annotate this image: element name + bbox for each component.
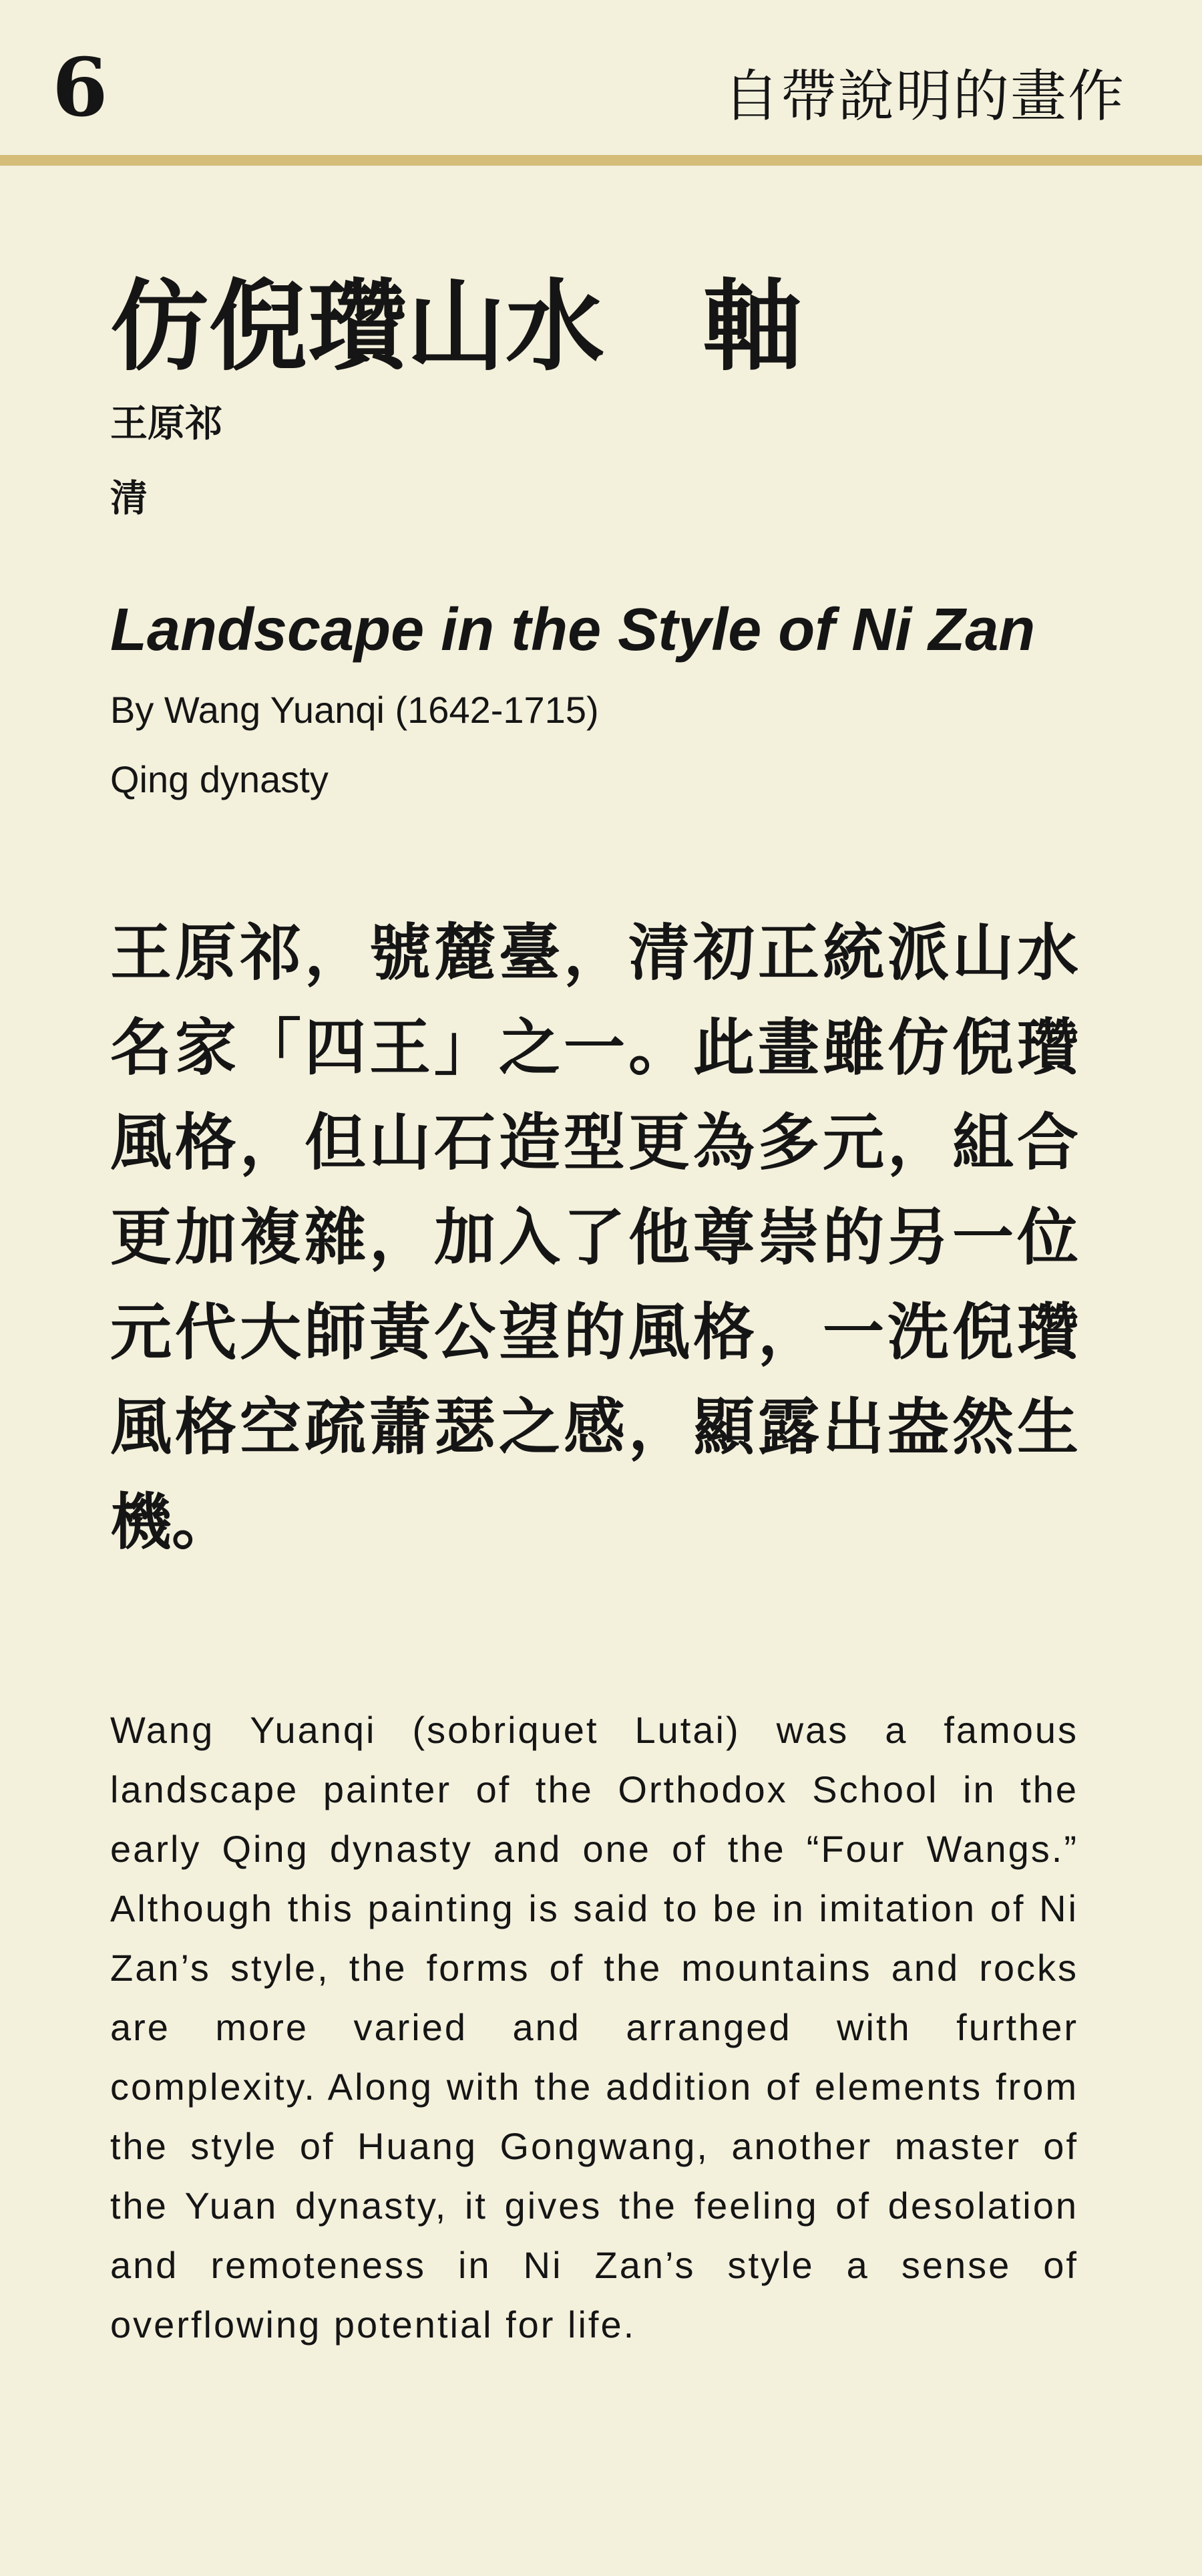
artwork-title-zh: 仿倪瓚山水 軸 (110, 268, 802, 384)
description-en: Wang Yuanqi (sobriquet Lutai) was a famous landscape painter of the Orthodox School in the early Qing dynasty and one of the “Four Wangs.” Although this painting is said to be in imitation of Ni Zan’s style, the forms of the mountains and rocks are more varied and arranged with further complexity. Along with the addition of elements from the style of Huang Gongwang, another master of the Yuan dynasty, it gives the feeling of desolation and remoteness in Ni Zan’s style a sense of overflowing potential for life. (110, 1708, 1078, 2346)
artist-name-zh: 王原祁 (110, 401, 222, 446)
dynasty-en: Qing dynasty (110, 758, 329, 800)
description-zh: 王原祁，號麓臺，清初正統派山水名家「四王」之一。此畫雖仿倪瓚風格，但山石造型更為多元，組合更加複雜，加入了他尊崇的另一位元代大師黃公望的風格，一洗倪瓚風格空疏蕭瑟之感，顯露出盎然生機。 (110, 916, 1078, 1558)
page-number: 6 (52, 41, 108, 135)
page-header (0, 0, 1202, 155)
artwork-title-en: Landscape in the Style of Ni Zan (110, 596, 1036, 663)
section-title: 自帶說明的畫作 (723, 63, 1125, 129)
header-divider (0, 155, 1202, 166)
dynasty-zh: 清 (110, 476, 148, 520)
artist-name-en: By Wang Yuanqi (1642-1715) (110, 688, 599, 731)
artwork-label (110, 267, 1078, 2354)
